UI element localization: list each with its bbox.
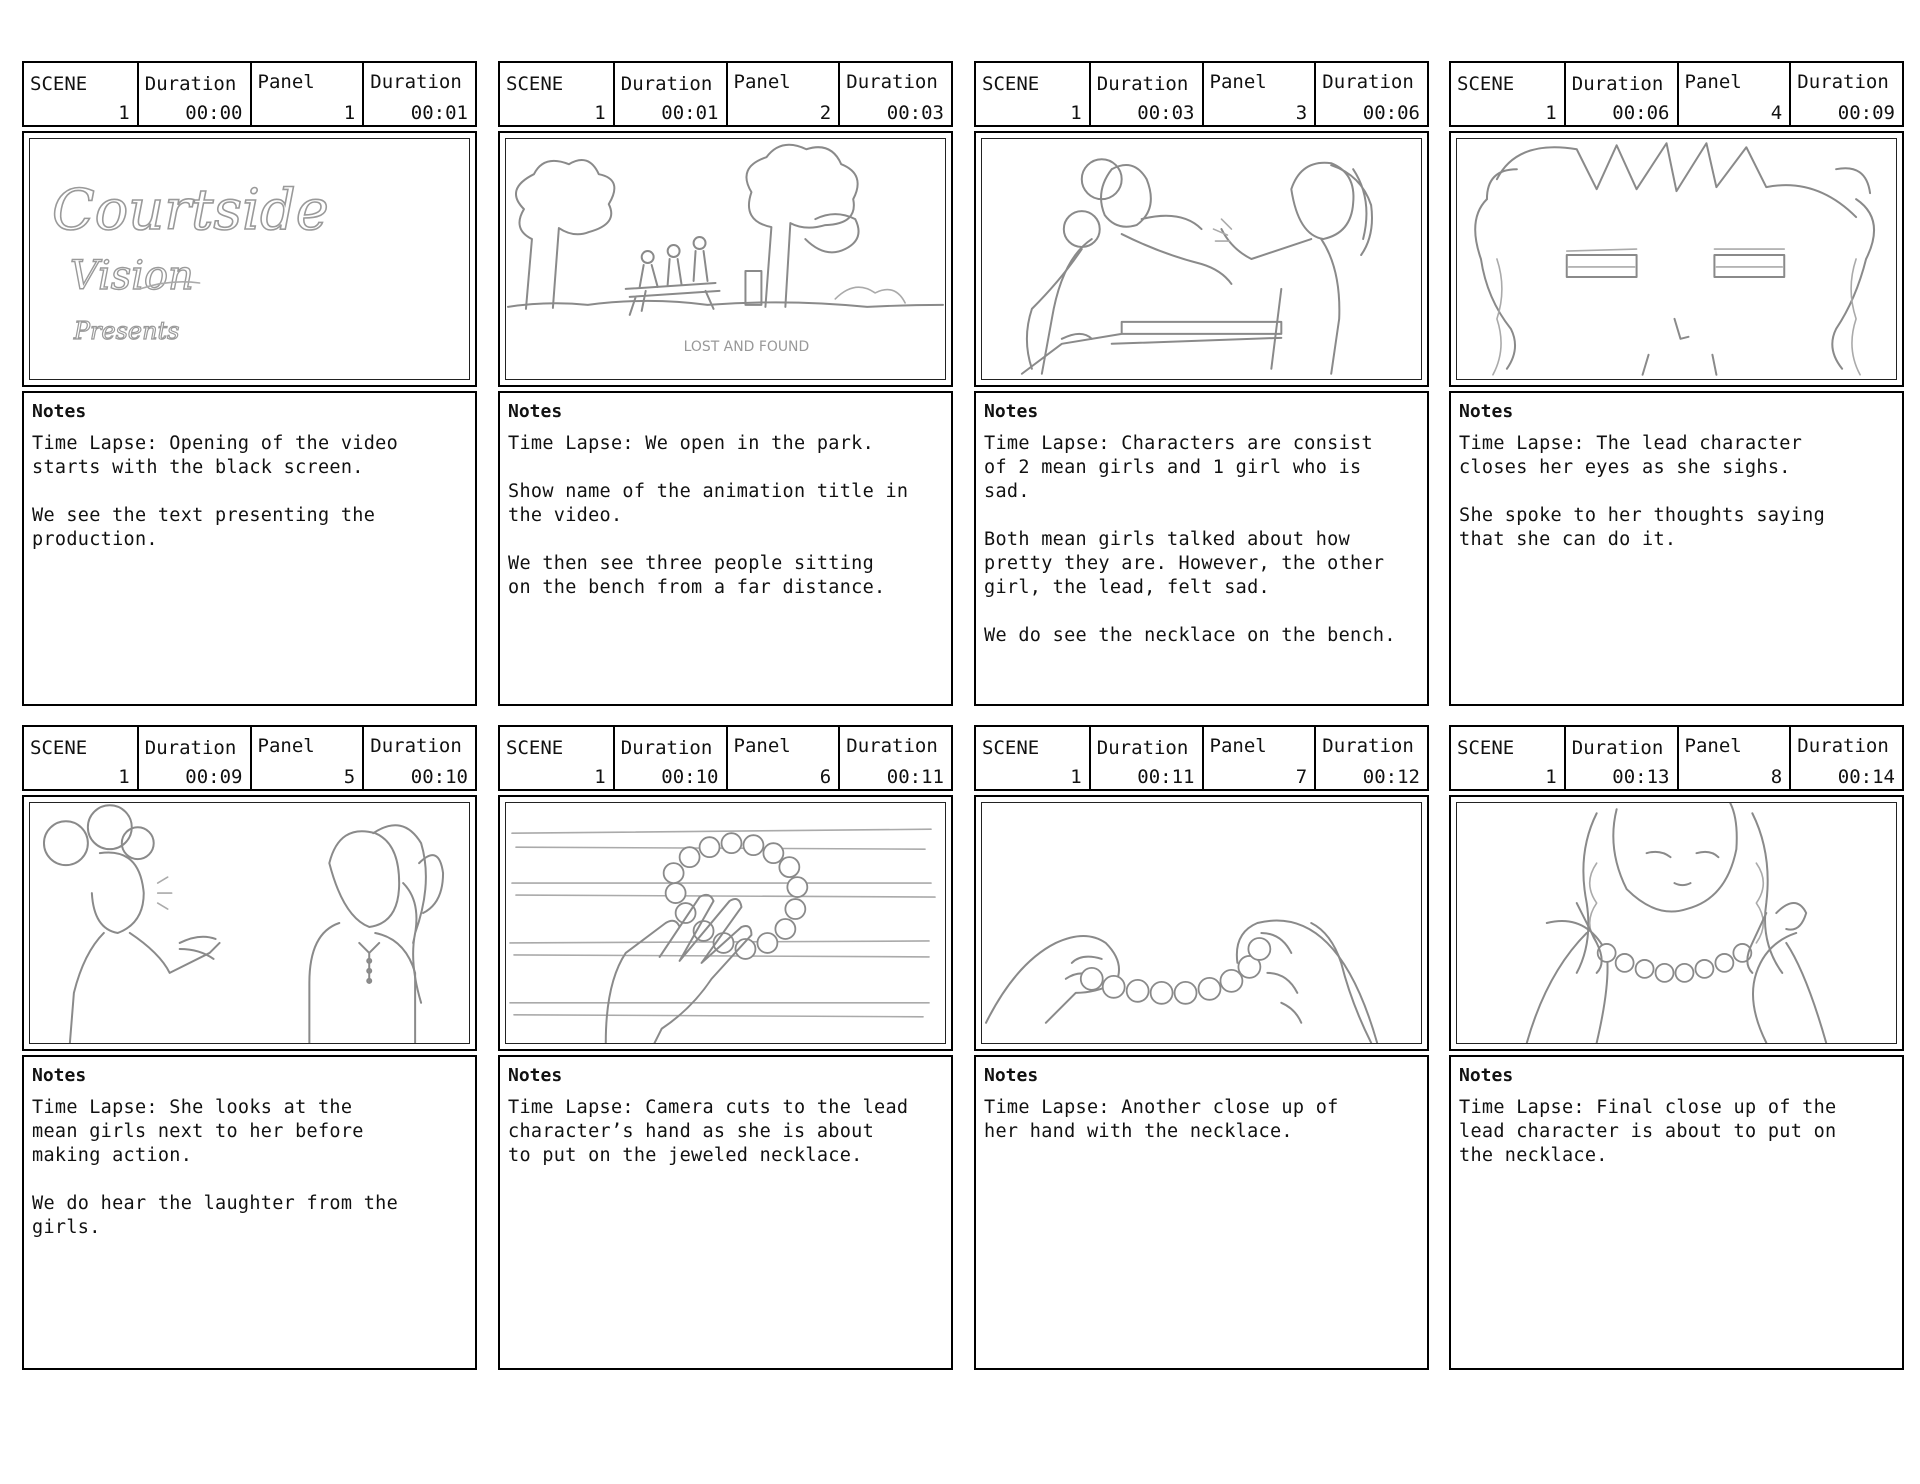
panel-cell (1202, 727, 1315, 789)
storyboard-panel (498, 725, 953, 1371)
panel-number: 1 (343, 102, 356, 124)
notes-paragraph: We see the text presenting the production. (32, 505, 376, 550)
storyboard-panel (22, 61, 477, 707)
sketch-frame (974, 795, 1429, 1051)
end-duration-cell (362, 727, 475, 789)
start-time: 00:06 (1612, 102, 1670, 124)
notes-title: Notes (984, 401, 1039, 422)
sketch-frame (498, 131, 953, 387)
start-duration-cell (1089, 63, 1202, 125)
end-time: 00:12 (1362, 766, 1420, 788)
notes-box (22, 391, 477, 706)
panel-number: 8 (1770, 766, 1783, 788)
notes-box (974, 391, 1429, 706)
panel-header (974, 61, 1429, 127)
scene-cell (976, 63, 1089, 125)
end-duration-cell (1314, 727, 1427, 789)
duration-label: Duration (370, 71, 462, 93)
storyboard-panel (22, 725, 477, 1371)
sketch-park-scene (505, 138, 946, 380)
duration-label: Duration (846, 735, 938, 757)
notes-paragraph: Time Lapse: Camera cuts to the lead character’s hand as she is about to put on the jeweled necklace. (508, 1097, 909, 1166)
duration-label: Duration (1797, 735, 1889, 757)
sketch-hands-holding-necklace (981, 802, 1422, 1044)
panel-cell (726, 727, 839, 789)
panel-header (498, 725, 953, 791)
start-duration-cell (1564, 63, 1677, 125)
sketch-frame (1449, 131, 1904, 387)
end-time: 00:10 (410, 766, 468, 788)
notes-paragraph: Time Lapse: Another close up of her hand with the necklace. (984, 1097, 1339, 1142)
start-duration-cell (613, 727, 726, 789)
end-duration-cell (1314, 63, 1427, 125)
end-time: 00:09 (1837, 102, 1895, 124)
sketch-frame (22, 131, 477, 387)
panel-label: Panel (1209, 71, 1267, 93)
duration-label: Duration (1797, 71, 1889, 93)
title-card-line-1: Courtside (51, 177, 329, 244)
notes-title: Notes (508, 401, 563, 422)
notes-title: Notes (32, 1065, 87, 1086)
sketch-closed-eyes-closeup (1456, 138, 1897, 380)
scene-cell (1451, 727, 1564, 789)
notes-paragraph: Both mean girls talked about how pretty they are. However, the other girl, the lead, felt sad. (984, 529, 1385, 598)
panel-label: Panel (1684, 71, 1742, 93)
scene-label: SCENE (982, 73, 1040, 95)
panel-label: Panel (257, 735, 315, 757)
panel-header (1449, 61, 1904, 127)
notes-box (974, 1055, 1429, 1370)
panel-cell (250, 727, 363, 789)
notes-title: Notes (1459, 401, 1514, 422)
sketch-putting-on-necklace (1456, 802, 1897, 1044)
sketch-three-girls (981, 138, 1422, 380)
park-scene-title: LOST AND FOUND (683, 338, 810, 355)
notes-paragraph: Time Lapse: Final close up of the lead character is about to put on the necklace. (1459, 1097, 1837, 1166)
scene-cell (24, 63, 137, 125)
scene-cell (500, 63, 613, 125)
notes-box (22, 1055, 477, 1370)
scene-label: SCENE (506, 737, 564, 759)
panel-cell (1202, 63, 1315, 125)
start-duration-cell (137, 63, 250, 125)
end-duration-cell (1789, 63, 1902, 125)
sketch-frame (22, 795, 477, 1051)
end-time: 00:11 (886, 766, 944, 788)
notes-paragraph: She spoke to her thoughts saying that she can do it. (1459, 505, 1826, 550)
sketch-frame (1449, 795, 1904, 1051)
scene-label: SCENE (30, 73, 88, 95)
sketch-frame (974, 131, 1429, 387)
panel-label: Panel (733, 735, 791, 757)
panel-header (498, 61, 953, 127)
scene-label: SCENE (1457, 73, 1515, 95)
scene-label: SCENE (30, 737, 88, 759)
duration-label: Duration (1096, 737, 1189, 759)
start-time: 00:00 (185, 102, 243, 124)
start-time: 00:09 (185, 766, 243, 788)
panel-header (22, 725, 477, 791)
scene-label: SCENE (1457, 737, 1515, 759)
end-duration-cell (838, 63, 951, 125)
title-card-line-2: Vision (69, 252, 194, 300)
notes-title: Notes (508, 1065, 563, 1086)
scene-cell (24, 727, 137, 789)
start-duration-cell (137, 727, 250, 789)
panel-header (974, 725, 1429, 791)
storyboard-panel (1449, 725, 1904, 1371)
scene-number: 1 (1070, 766, 1082, 788)
start-time: 00:13 (1612, 766, 1670, 788)
duration-label: Duration (620, 73, 713, 95)
scene-number: 1 (118, 766, 130, 788)
panel-label: Panel (257, 71, 315, 93)
notes-paragraph: We do hear the laughter from the girls. (32, 1193, 399, 1238)
storyboard-panel (498, 61, 953, 707)
notes-box (498, 1055, 953, 1370)
scene-number: 1 (1070, 102, 1082, 124)
notes-paragraph: Time Lapse: She looks at the mean girls next to her before making action. (32, 1097, 364, 1166)
scene-cell (500, 727, 613, 789)
panel-number: 7 (1295, 766, 1308, 788)
start-duration-cell (1564, 727, 1677, 789)
duration-label: Duration (144, 73, 237, 95)
panel-number: 3 (1295, 102, 1308, 124)
notes-title: Notes (984, 1065, 1039, 1086)
notes-box (1449, 391, 1904, 706)
storyboard-panel (1449, 61, 1904, 707)
title-card-line-3: Presents (73, 316, 180, 346)
duration-label: Duration (846, 71, 938, 93)
panel-header (22, 61, 477, 127)
end-time: 00:06 (1362, 102, 1420, 124)
panel-label: Panel (1684, 735, 1742, 757)
notes-box (1449, 1055, 1904, 1370)
scene-number: 1 (594, 102, 606, 124)
start-time: 00:01 (661, 102, 719, 124)
duration-label: Duration (1571, 73, 1664, 95)
notes-paragraph: Time Lapse: The lead character closes her eyes as she sighs. (1459, 433, 1803, 478)
start-time: 00:11 (1137, 766, 1195, 788)
scene-number: 1 (1545, 102, 1557, 124)
duration-label: Duration (1096, 73, 1189, 95)
sketch-two-girls-talking (29, 802, 470, 1044)
start-duration-cell (613, 63, 726, 125)
sketch-frame (498, 795, 953, 1051)
duration-label: Duration (144, 737, 237, 759)
duration-label: Duration (1322, 71, 1414, 93)
sketch-title-card (29, 138, 470, 380)
scene-number: 1 (594, 766, 606, 788)
notes-box (498, 391, 953, 706)
end-time: 00:01 (410, 102, 468, 124)
start-time: 00:03 (1137, 102, 1195, 124)
scene-number: 1 (1545, 766, 1557, 788)
panel-cell (726, 63, 839, 125)
notes-paragraph: We do see the necklace on the bench. (984, 625, 1396, 646)
scene-cell (1451, 63, 1564, 125)
panel-cell (250, 63, 363, 125)
scene-cell (976, 727, 1089, 789)
duration-label: Duration (1322, 735, 1414, 757)
panel-label: Panel (733, 71, 791, 93)
scene-label: SCENE (982, 737, 1040, 759)
sketch-hand-reaching-necklace (505, 802, 946, 1044)
panel-number: 5 (343, 766, 356, 788)
end-duration-cell (838, 727, 951, 789)
panel-label: Panel (1209, 735, 1267, 757)
notes-paragraph: Time Lapse: Opening of the video starts with the black screen. (32, 433, 399, 478)
panel-cell (1677, 727, 1790, 789)
end-time: 00:03 (886, 102, 944, 124)
notes-title: Notes (32, 401, 87, 422)
duration-label: Duration (1571, 737, 1664, 759)
panel-number: 4 (1770, 102, 1783, 124)
panel-number: 6 (819, 766, 832, 788)
start-duration-cell (1089, 727, 1202, 789)
notes-paragraph: We then see three people sitting on the bench from a far distance. (508, 553, 886, 598)
notes-paragraph: Time Lapse: We open in the park. (508, 433, 875, 454)
scene-label: SCENE (506, 73, 564, 95)
end-duration-cell (362, 63, 475, 125)
panel-header (1449, 725, 1904, 791)
duration-label: Duration (620, 737, 713, 759)
notes-paragraph: Time Lapse: Characters are consist of 2 mean girls and 1 girl who is sad. (984, 433, 1373, 502)
end-duration-cell (1789, 727, 1902, 789)
notes-title: Notes (1459, 1065, 1514, 1086)
scene-number: 1 (118, 102, 130, 124)
storyboard-panel (974, 725, 1429, 1371)
panel-number: 2 (819, 102, 832, 124)
panel-cell (1677, 63, 1790, 125)
storyboard-panel (974, 61, 1429, 707)
start-time: 00:10 (661, 766, 719, 788)
duration-label: Duration (370, 735, 462, 757)
end-time: 00:14 (1837, 766, 1895, 788)
notes-paragraph: Show name of the animation title in the video. (508, 481, 909, 526)
